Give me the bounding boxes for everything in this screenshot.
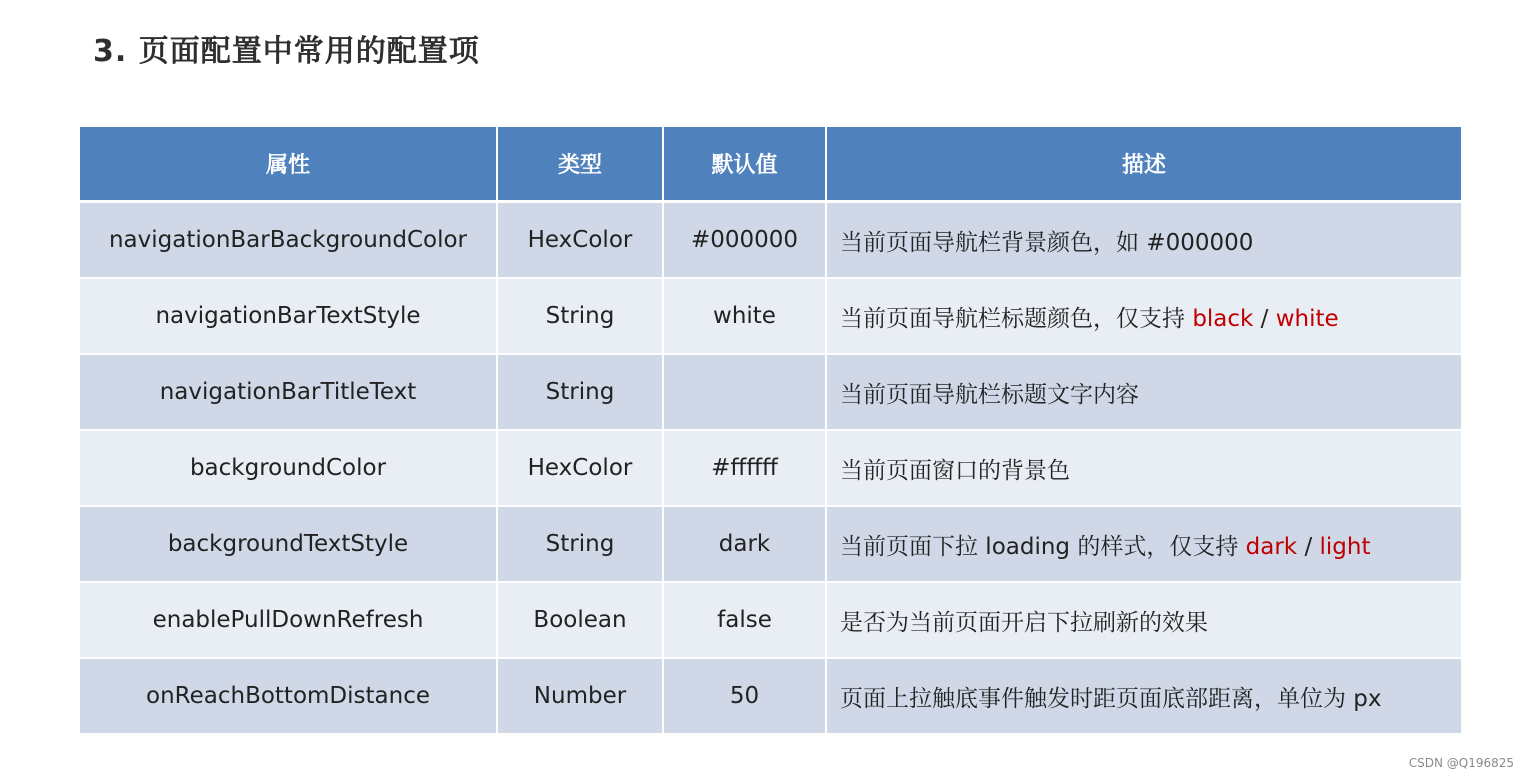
default-cell: white <box>664 279 827 355</box>
table-row <box>80 659 1461 735</box>
default-cell: #ffffff <box>664 431 827 507</box>
option-white: white <box>1275 305 1339 332</box>
table-row <box>80 203 1461 279</box>
default-cell: false <box>664 583 827 659</box>
description-cell: 页面上拉触底事件触发时距页面底部距离，单位为 px <box>827 659 1461 735</box>
description-cell: 是否为当前页面开启下拉刷新的效果 <box>827 583 1461 659</box>
option-separator: / <box>1253 305 1276 332</box>
option-separator: / <box>1297 533 1320 560</box>
type-cell: Number <box>498 659 664 735</box>
table-row <box>80 431 1461 507</box>
column-header-type: 类型 <box>498 127 664 203</box>
watermark: CSDN @Q196825 <box>1408 756 1514 770</box>
description-cell: 当前页面导航栏标题文字内容 <box>827 355 1461 431</box>
table-row <box>80 583 1461 659</box>
column-header-description: 描述 <box>827 127 1461 203</box>
property-cell: navigationBarBackgroundColor <box>80 203 498 279</box>
type-cell: String <box>498 279 664 355</box>
config-table <box>80 127 1461 735</box>
type-cell: String <box>498 507 664 583</box>
column-header-property: 属性 <box>80 127 498 203</box>
table-row <box>80 507 1461 583</box>
type-cell: HexColor <box>498 203 664 279</box>
property-cell: backgroundColor <box>80 431 498 507</box>
type-cell: String <box>498 355 664 431</box>
description-text: 当前页面下拉 loading 的样式，仅支持 <box>840 533 1246 560</box>
property-cell: backgroundTextStyle <box>80 507 498 583</box>
type-cell: Boolean <box>498 583 664 659</box>
description-text: 当前页面导航栏标题颜色，仅支持 <box>840 305 1193 332</box>
option-light: light <box>1319 533 1371 560</box>
default-cell <box>664 355 827 431</box>
table-row <box>80 355 1461 431</box>
option-dark: dark <box>1245 533 1298 560</box>
description-cell <box>827 507 1461 583</box>
default-cell: 50 <box>664 659 827 735</box>
default-cell: dark <box>664 507 827 583</box>
option-black: black <box>1192 305 1254 332</box>
description-cell <box>827 279 1461 355</box>
type-cell: HexColor <box>498 431 664 507</box>
page-title: 3. 页面配置中常用的配置项 <box>93 34 480 69</box>
default-cell: #000000 <box>664 203 827 279</box>
table-row <box>80 279 1461 355</box>
property-cell-highlighted: enablePullDownRefresh <box>80 583 498 659</box>
table-header-row <box>80 127 1461 203</box>
column-header-default: 默认值 <box>664 127 827 203</box>
property-cell: navigationBarTextStyle <box>80 279 498 355</box>
description-cell: 当前页面窗口的背景色 <box>827 431 1461 507</box>
description-cell: 当前页面导航栏背景颜色，如 #000000 <box>827 203 1461 279</box>
property-cell: navigationBarTitleText <box>80 355 498 431</box>
property-cell: onReachBottomDistance <box>80 659 498 735</box>
